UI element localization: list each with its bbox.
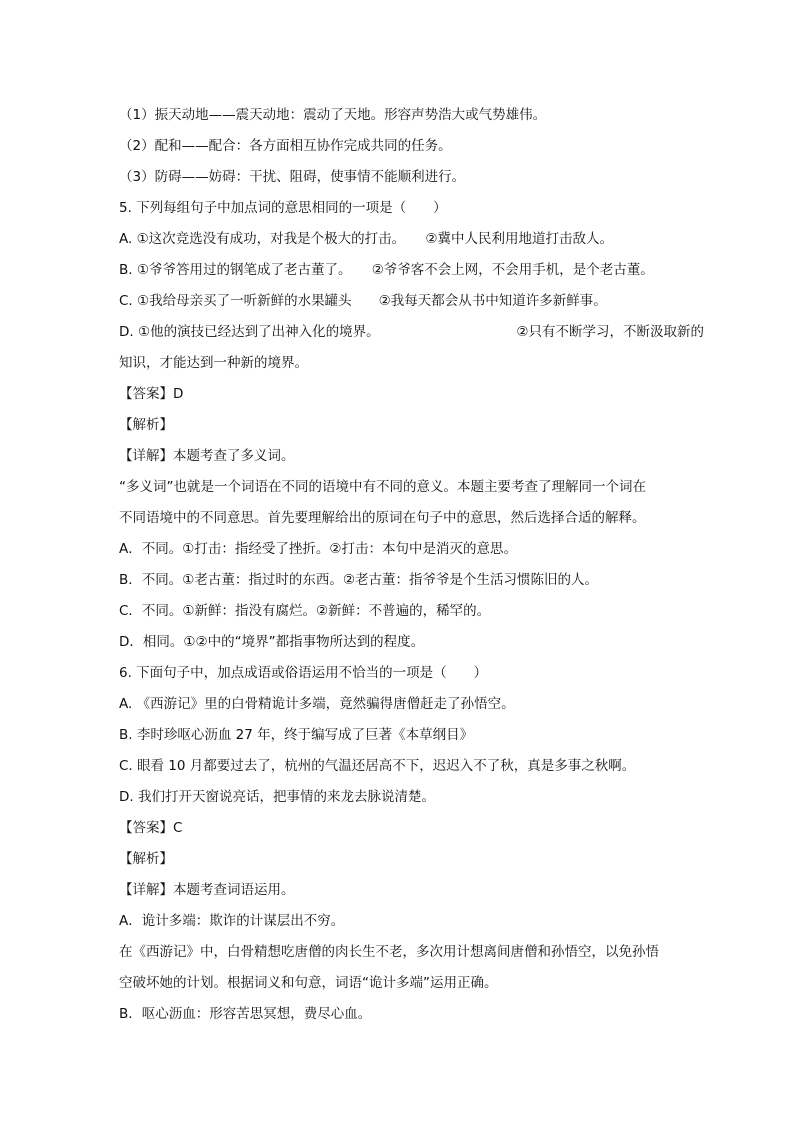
question-6-option-a: A. 《西游记》里的白骨精诡计多端，竟然骗得唐僧赶走了孙悟空。 [119,696,515,712]
question-6-option-b: B. 李时珍呕心沥血 27 年，终于编写成了巨著《本草纲目》 [119,727,474,743]
question-6-option-c: C. 眼看 10 月都要过去了，杭州的气温还居高不下，迟迟入不了秋，真是多事之秋啊。 [119,758,636,774]
text-line: D．相同。①②中的“境界”都指事物所达到的程度。 [119,634,425,650]
text-line: B．不同。①老古董：指过时的东西。②老古董：指爷爷是个生活习惯陈旧的人。 [119,572,598,588]
text-line: 不同语境中的不同意思。首先要理解给出的原词在句子中的意思，然后选择合适的解释。 [119,510,646,526]
text-line: “多义词”也就是一个词语在不同的语境中有不同的意义。本题主要考查了理解同一个词在 [119,479,646,495]
detail-label: 【详解】本题考查了多义词。 [119,448,295,464]
detail-label: 【详解】本题考查词语运用。 [119,882,295,898]
text-line: （1）振天动地——震天动地：震动了天地。形容声势浩大或气势雄伟。 [119,107,547,123]
text-line: （3）防碍——妨碍：干扰、阻碍，使事情不能顺利进行。 [119,169,466,185]
text-line: B．呕心沥血：形容苦思冥想，费尽心血。 [119,1006,372,1022]
text-line: （2）配和——配合：各方面相互协作完成共同的任务。 [119,138,452,154]
text-line: C．不同。①新鲜：指没有腐烂。②新鲜：不普遍的，稀罕的。 [119,603,491,619]
text-line: 在《西游记》中，白骨精想吃唐僧的肉长生不老，多次用计想离间唐僧和孙悟空，以免孙悟 [119,944,659,960]
question-5-option-d [119,317,704,348]
text-line: A．不同。①打击：指经受了挫折。②打击：本句中是消灭的意思。 [119,541,517,557]
question-5-option-a: A. ①这次竞选没有成功，对我是个极大的打击。 ②冀中人民利用地道打击敌人。 [119,231,614,247]
question-5-option-b: B. ①爷爷答用过的钢笔成了老古董了。 ②爷爷客不会上网，不会用手机，是个老古董。 [119,262,654,278]
text-line: A．诡计多端：欺诈的计谋层出不穷。 [119,913,345,929]
answer-label: 【答案】C [119,820,183,836]
text-line: 空破坏她的计划。根据词义和句意，词语“诡计多端”运用正确。 [119,975,498,991]
question-5-option-d-continued: 知识，才能达到一种新的境界。 [119,355,308,371]
analysis-label: 【解析】 [119,851,173,867]
question-5-option-c: C. ①我给母亲买了一听新鲜的水果罐头 ②我每天都会从书中知道许多新鲜事。 [119,293,607,309]
question-6-option-d: D. 我们打开天窗说亮话，把事情的来龙去脉说清楚。 [119,789,435,805]
option-d-part-1: D. ①他的演技已经达到了出神入化的境界。 [119,324,380,340]
option-d-part-2: ②只有不断学习，不断汲取新的 [516,324,704,340]
analysis-label: 【解析】 [119,417,173,433]
question-6-stem: 6. 下面句子中，加点成语或俗语运用不恰当的一项是（ ） [119,665,488,681]
answer-label: 【答案】D [119,386,184,402]
question-5-stem: 5. 下列每组句子中加点词的意思相同的一项是（ ） [119,200,447,216]
